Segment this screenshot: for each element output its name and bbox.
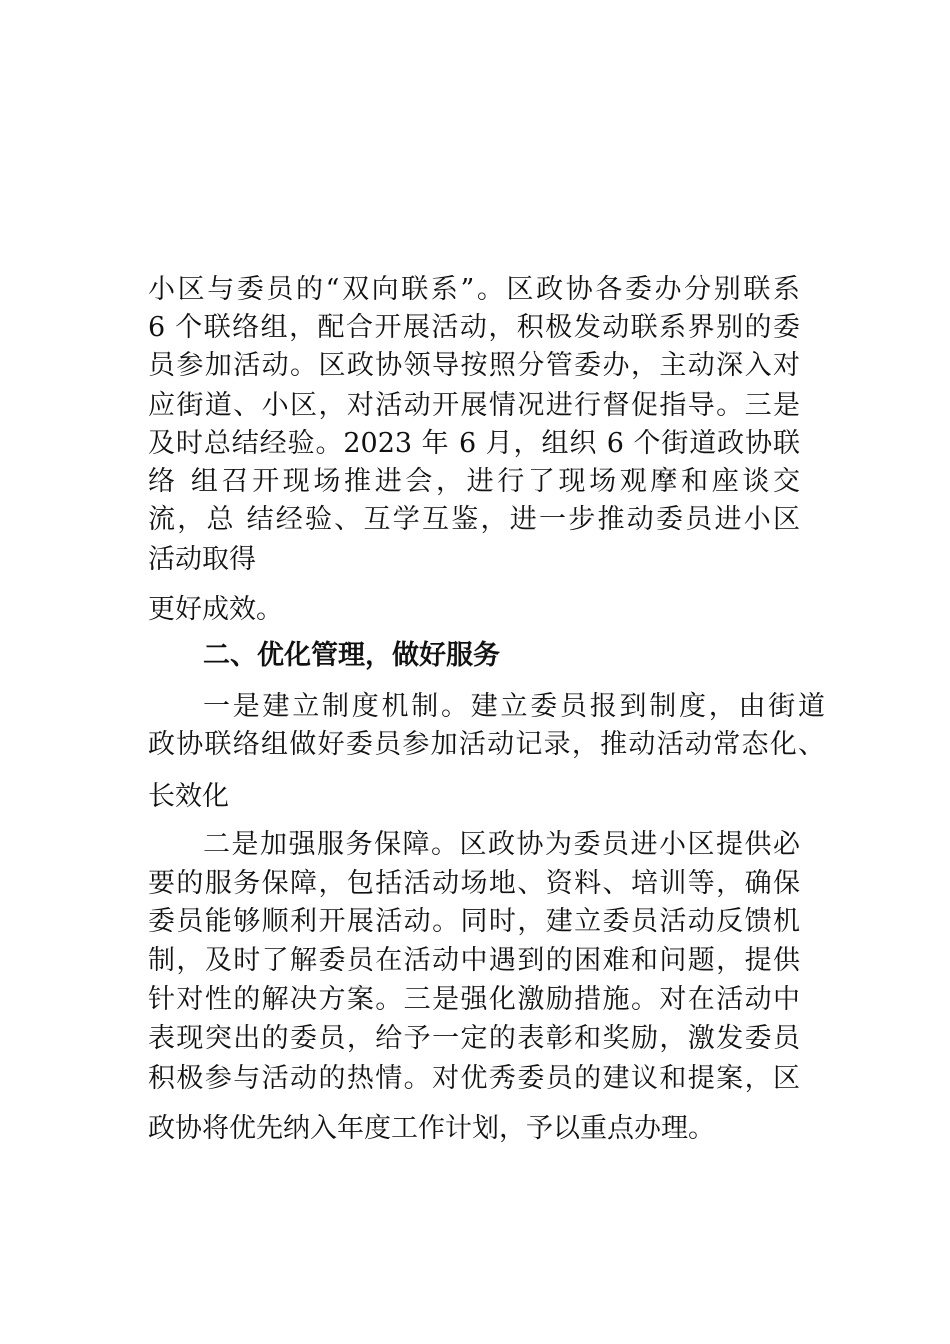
paragraph-line: 政协联络组做好委员参加活动记录，推动活动常态化、 [148, 729, 825, 760]
paragraph-line: 员参加活动。区政协领导按照分管委办，主动深入对 [148, 350, 800, 381]
paragraph-line: 表现突出的委员，给予一定的表彰和奖励，激发委员 [148, 1023, 800, 1054]
paragraph-line: 流，总 结经验、互学互鉴，进一步推动委员进小区 [148, 504, 800, 535]
paragraph-line: 活动取得 [148, 544, 256, 575]
paragraph-line: 应街道、小区，对活动开展情况进行督促指导。三是 [148, 390, 800, 421]
paragraph-line: 络 组召开现场推进会，进行了现场观摩和座谈交 [148, 466, 800, 497]
paragraph-line: 及时总结经验。2023 年 6 月，组织 6 个街道政协联 [148, 428, 800, 459]
paragraph-line: 积极参与活动的热情。对优秀委员的建议和提案，区 [148, 1063, 800, 1094]
paragraph-line: 二是加强服务保障。区政协为委员进小区提供必 [203, 829, 800, 860]
paragraph-line: 一是建立制度机制。建立委员报到制度，由街道 [203, 691, 825, 722]
paragraph-line: 针对性的解决方案。三是强化激励措施。对在活动中 [148, 984, 800, 1015]
paragraph-line: 6 个联络组，配合开展活动，积极发动联系界别的委 [148, 312, 800, 343]
paragraph-line: 长效化 [148, 781, 229, 812]
paragraph-line: 政协将优先纳入年度工作计划，予以重点办理。 [148, 1113, 715, 1144]
section-heading: 二、优化管理，做好服务 [203, 640, 500, 671]
paragraph-line: 委员能够顺利开展活动。同时，建立委员活动反馈机 [148, 906, 800, 937]
paragraph-line: 要的服务保障，包括活动场地、资料、培训等，确保 [148, 868, 800, 899]
paragraph-line: 小区与委员的“双向联系”。区政协各委办分别联系 [148, 274, 800, 305]
paragraph-line: 更好成效。 [148, 594, 283, 625]
paragraph-line: 制，及时了解委员在活动中遇到的困难和问题，提供 [148, 945, 800, 976]
